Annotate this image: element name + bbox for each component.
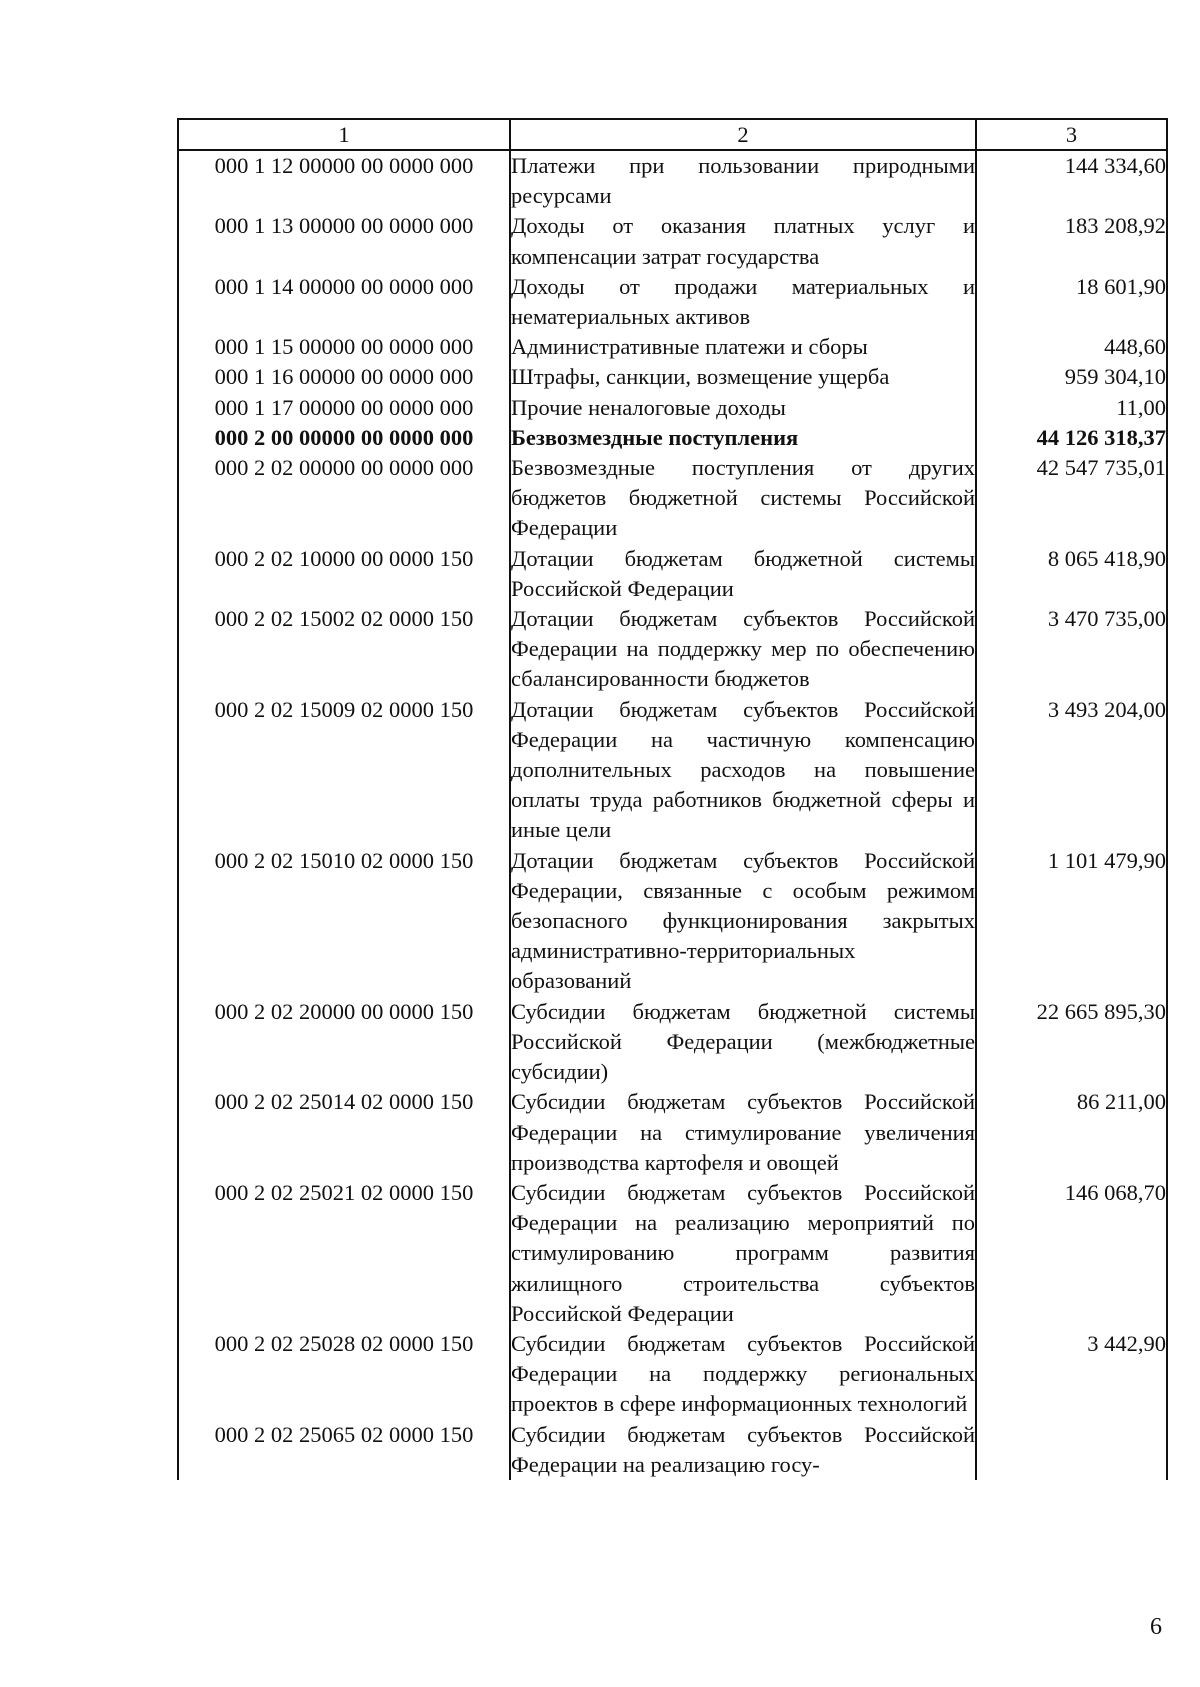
header-row <box>178 119 1167 150</box>
row-name: Субсидии бюджетам субъектов Российской Федерации на реализацию госу- <box>510 1420 976 1480</box>
row-name: Субсидии бюджетам субъектов Российской Федерации на поддержку региональных проектов в сфере информационных технологий <box>510 1329 976 1420</box>
table-body <box>178 150 1167 1480</box>
table-row <box>178 332 1167 362</box>
table-row <box>178 695 1167 846</box>
header-col-amount: 3 <box>976 119 1167 150</box>
row-code: 000 2 02 00000 00 0000 000 <box>178 453 510 544</box>
row-code: 000 2 02 15010 02 0000 150 <box>178 846 510 997</box>
row-amount: 3 442,90 <box>976 1329 1167 1420</box>
row-amount <box>976 1420 1167 1480</box>
row-code: 000 1 14 00000 00 0000 000 <box>178 272 510 332</box>
row-code: 000 2 02 25014 02 0000 150 <box>178 1087 510 1178</box>
row-code: 000 2 02 15002 02 0000 150 <box>178 604 510 695</box>
table-row <box>178 846 1167 997</box>
table-row <box>178 1420 1167 1480</box>
table-row <box>178 211 1167 271</box>
row-amount: 44 126 318,37 <box>976 423 1167 453</box>
revenue-table <box>177 118 1168 1480</box>
row-code: 000 2 02 25028 02 0000 150 <box>178 1329 510 1420</box>
header-col-code: 1 <box>178 119 510 150</box>
row-name: Доходы от продажи материальных и нематериальных активов <box>510 272 976 332</box>
table-row <box>178 1178 1167 1329</box>
row-name: Прочие неналоговые доходы <box>510 393 976 423</box>
table-row <box>178 150 1167 211</box>
row-amount: 183 208,92 <box>976 211 1167 271</box>
row-name: Штрафы, санкции, возмещение ущерба <box>510 362 976 392</box>
row-amount: 86 211,00 <box>976 1087 1167 1178</box>
row-code: 000 1 12 00000 00 0000 000 <box>178 150 510 211</box>
row-amount: 3 493 204,00 <box>976 695 1167 846</box>
row-amount: 42 547 735,01 <box>976 453 1167 544</box>
row-amount: 144 334,60 <box>976 150 1167 211</box>
row-code: 000 2 02 25065 02 0000 150 <box>178 1420 510 1480</box>
row-name: Субсидии бюджетам бюджетной системы Российской Федерации (межбюджетные субсидии) <box>510 997 976 1088</box>
row-code: 000 1 13 00000 00 0000 000 <box>178 211 510 271</box>
row-amount: 1 101 479,90 <box>976 846 1167 997</box>
table-row <box>178 362 1167 392</box>
row-amount: 448,60 <box>976 332 1167 362</box>
row-name: Субсидии бюджетам субъектов Российской Федерации на стимулирование увеличения производства картофеля и овощей <box>510 1087 976 1178</box>
row-name: Дотации бюджетам субъектов Российской Федерации на поддержку мер по обеспечению сбалансированности бюджетов <box>510 604 976 695</box>
row-amount: 22 665 895,30 <box>976 997 1167 1088</box>
table-row <box>178 1087 1167 1178</box>
row-name: Административные платежи и сборы <box>510 332 976 362</box>
table-row <box>178 997 1167 1088</box>
row-name: Субсидии бюджетам субъектов Российской Федерации на реализацию мероприятий по стимулированию программ развития жилищного строительства субъектов Российской Федерации <box>510 1178 976 1329</box>
row-name: Безвозмездные поступления <box>510 423 976 453</box>
row-code: 000 2 02 20000 00 0000 150 <box>178 997 510 1088</box>
row-code: 000 2 02 15009 02 0000 150 <box>178 695 510 846</box>
table-header <box>178 119 1167 150</box>
page-number: 6 <box>1150 1614 1162 1640</box>
row-amount: 146 068,70 <box>976 1178 1167 1329</box>
row-amount: 18 601,90 <box>976 272 1167 332</box>
table-row <box>178 604 1167 695</box>
row-name: Доходы от оказания платных услуг и компенсации затрат государства <box>510 211 976 271</box>
row-code: 000 2 02 25021 02 0000 150 <box>178 1178 510 1329</box>
row-amount: 11,00 <box>976 393 1167 423</box>
row-name: Дотации бюджетам субъектов Российской Федерации, связанные с особым режимом безопасного функционирования закрытых административно-территориальных образований <box>510 846 976 997</box>
row-name: Платежи при пользовании природными ресурсами <box>510 150 976 211</box>
row-name: Дотации бюджетам бюджетной системы Российской Федерации <box>510 544 976 604</box>
row-code: 000 2 02 10000 00 0000 150 <box>178 544 510 604</box>
row-amount: 3 470 735,00 <box>976 604 1167 695</box>
row-amount: 959 304,10 <box>976 362 1167 392</box>
table-row <box>178 453 1167 544</box>
row-code: 000 2 00 00000 00 0000 000 <box>178 423 510 453</box>
row-code: 000 1 15 00000 00 0000 000 <box>178 332 510 362</box>
row-code: 000 1 16 00000 00 0000 000 <box>178 362 510 392</box>
table-row <box>178 272 1167 332</box>
table-row <box>178 393 1167 423</box>
table-row <box>178 423 1167 453</box>
row-name: Дотации бюджетам субъектов Российской Федерации на частичную компенсацию дополнительных расходов на повышение оплаты труда работников бюджетной сферы и иные цели <box>510 695 976 846</box>
table-row <box>178 1329 1167 1420</box>
row-amount: 8 065 418,90 <box>976 544 1167 604</box>
row-name: Безвозмездные поступления от других бюджетов бюджетной системы Российской Федерации <box>510 453 976 544</box>
table-row <box>178 544 1167 604</box>
header-col-name: 2 <box>510 119 976 150</box>
row-code: 000 1 17 00000 00 0000 000 <box>178 393 510 423</box>
